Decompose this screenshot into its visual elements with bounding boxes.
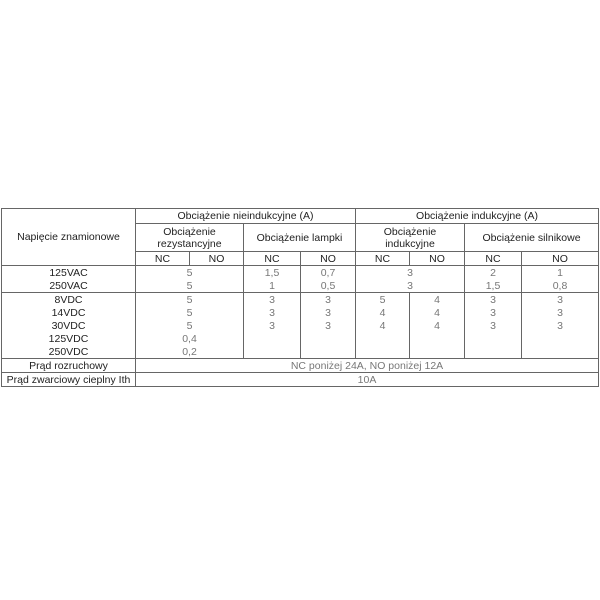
lamp-no-value: 3 xyxy=(301,319,356,332)
empty-cell xyxy=(465,332,522,345)
header-row-groups xyxy=(2,209,599,224)
motor-nc-header: NC xyxy=(465,252,522,266)
table-row xyxy=(2,332,599,345)
inductive-nc-value: 5 xyxy=(356,293,410,307)
lamp-no-value: 3 xyxy=(301,306,356,319)
relay-load-spec-table xyxy=(1,208,599,387)
empty-cell xyxy=(410,345,465,359)
lamp-nc-header: NC xyxy=(244,252,301,266)
resistive-value: 0,2 xyxy=(136,345,244,359)
lamp-no-value: 3 xyxy=(301,293,356,307)
inrush-current-value: NC poniżej 24A, NO poniżej 12A xyxy=(136,359,599,373)
empty-cell xyxy=(356,332,410,345)
resistive-value: 5 xyxy=(136,266,244,280)
thermal-current-value: 10A xyxy=(136,373,599,387)
resistive-value: 0,4 xyxy=(136,332,244,345)
table-row xyxy=(2,293,599,307)
thermal-current-row xyxy=(2,373,599,387)
table-row xyxy=(2,266,599,280)
lamp-no-value: 0,5 xyxy=(301,279,356,293)
motor-nc-value: 3 xyxy=(465,319,522,332)
inductive-no-value: 4 xyxy=(410,306,465,319)
voltage-label: 125VAC xyxy=(2,266,136,280)
empty-cell xyxy=(244,345,301,359)
motor-no-value: 3 xyxy=(522,319,599,332)
thermal-current-label: Prąd zwarciowy cieplny Ith xyxy=(2,373,136,387)
resistive-nc-header: NC xyxy=(136,252,190,266)
motor-nc-value: 2 xyxy=(465,266,522,280)
motor-no-value: 1 xyxy=(522,266,599,280)
inductive-no-value: 4 xyxy=(410,319,465,332)
motor-no-value: 3 xyxy=(522,306,599,319)
voltage-label: 125VDC xyxy=(2,332,136,345)
lamp-no-value: 0,7 xyxy=(301,266,356,280)
inductive-no-value: 4 xyxy=(410,293,465,307)
inductive-nc-value: 4 xyxy=(356,319,410,332)
inductive-value: 3 xyxy=(356,266,465,280)
resistive-no-header: NO xyxy=(190,252,244,266)
table-row xyxy=(2,279,599,293)
lamp-nc-value: 3 xyxy=(244,319,301,332)
empty-cell xyxy=(356,345,410,359)
empty-cell xyxy=(244,332,301,345)
empty-cell xyxy=(522,332,599,345)
motor-load-header: Obciążenie silnikowe xyxy=(465,224,599,252)
resistive-value: 5 xyxy=(136,293,244,307)
motor-nc-value: 3 xyxy=(465,293,522,307)
lamp-load-header: Obciążenie lampki xyxy=(244,224,356,252)
voltage-label: 250VAC xyxy=(2,279,136,293)
inductive-nc-header: NC xyxy=(356,252,410,266)
voltage-label: 8VDC xyxy=(2,293,136,307)
motor-nc-value: 3 xyxy=(465,306,522,319)
rated-voltage-header: Napięcie znamionowe xyxy=(2,209,136,266)
table-row xyxy=(2,345,599,359)
inductive-load-header: Obciążenie indukcyjne (A) xyxy=(356,209,599,224)
motor-nc-value: 1,5 xyxy=(465,279,522,293)
resistive-load-header: Obciążenie rezystancyjne xyxy=(136,224,244,252)
noninductive-load-header: Obciążenie nieindukcyjne (A) xyxy=(136,209,356,224)
resistive-value: 5 xyxy=(136,279,244,293)
resistive-value: 5 xyxy=(136,306,244,319)
lamp-nc-value: 3 xyxy=(244,306,301,319)
motor-no-value: 3 xyxy=(522,293,599,307)
voltage-label: 250VDC xyxy=(2,345,136,359)
voltage-label: 14VDC xyxy=(2,306,136,319)
table-row xyxy=(2,306,599,319)
inductive-nc-value: 4 xyxy=(356,306,410,319)
empty-cell xyxy=(301,332,356,345)
inrush-current-row xyxy=(2,359,599,373)
motor-no-header: NO xyxy=(522,252,599,266)
inductive-sub-header: Obciążenie indukcyjne xyxy=(356,224,465,252)
lamp-no-header: NO xyxy=(301,252,356,266)
empty-cell xyxy=(465,345,522,359)
motor-no-value: 0,8 xyxy=(522,279,599,293)
lamp-nc-value: 1,5 xyxy=(244,266,301,280)
inrush-current-label: Prąd rozruchowy xyxy=(2,359,136,373)
inductive-value: 3 xyxy=(356,279,465,293)
lamp-nc-value: 1 xyxy=(244,279,301,293)
voltage-label: 30VDC xyxy=(2,319,136,332)
empty-cell xyxy=(301,345,356,359)
lamp-nc-value: 3 xyxy=(244,293,301,307)
empty-cell xyxy=(410,332,465,345)
empty-cell xyxy=(522,345,599,359)
resistive-value: 5 xyxy=(136,319,244,332)
table-row xyxy=(2,319,599,332)
inductive-no-header: NO xyxy=(410,252,465,266)
